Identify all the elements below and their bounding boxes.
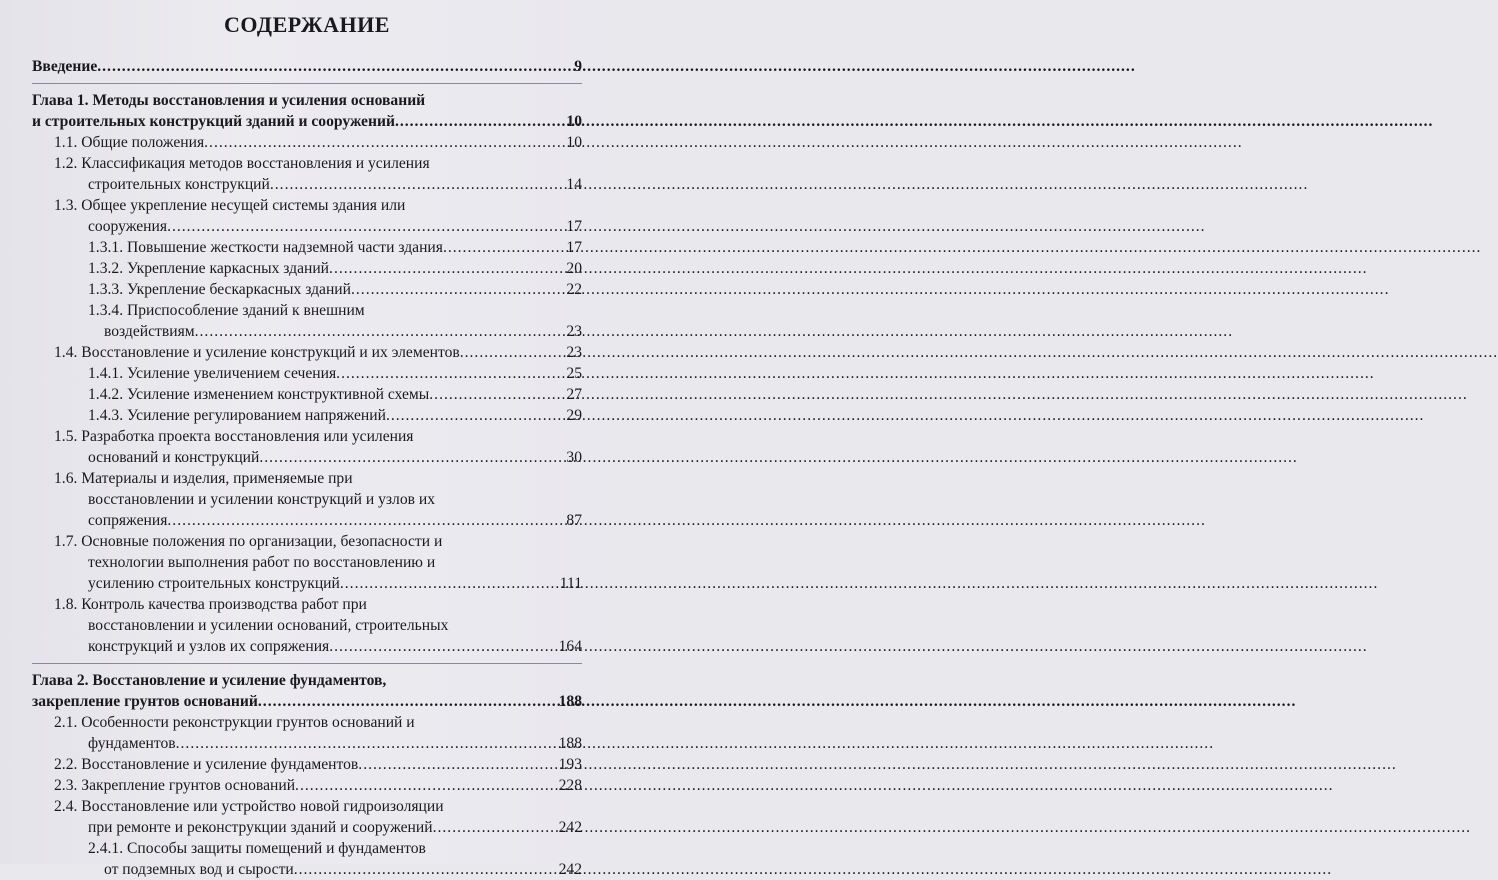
toc-entry-2-4 xyxy=(32,817,582,838)
toc-entry-1-8 xyxy=(32,636,582,657)
toc-entry-intro xyxy=(32,56,582,77)
toc-entry-label: 1.3.2. Укрепление каркасных зданий xyxy=(88,260,330,277)
dot-leader xyxy=(176,733,557,754)
toc-chapter-2 xyxy=(32,691,582,712)
toc-chapter-2-line: Глава 2. Восстановление и усиление фундаментов, xyxy=(32,672,387,689)
toc-page-number: 22 xyxy=(566,281,582,298)
dot-leader xyxy=(329,636,556,657)
dot-leader xyxy=(167,216,564,237)
toc-entry-label: 1.4. Восстановление и усиление конструкций и их элементов xyxy=(54,344,460,361)
toc-entry-label: строительных конструкций xyxy=(88,176,270,193)
toc-entry-label: 1.1. Общие положения xyxy=(54,134,205,151)
toc-page-number: 25 xyxy=(566,365,582,382)
toc-page xyxy=(0,0,608,878)
toc-chapter-1 xyxy=(32,111,582,132)
toc-entry-label: воздействиям xyxy=(104,323,195,340)
toc-entry-1-3 xyxy=(32,216,582,237)
dot-leader xyxy=(258,691,557,712)
toc-entry-1-2 xyxy=(32,174,582,195)
toc-entry-1-6-line: восстановлении и усилении конструкций и узлов их xyxy=(88,491,436,508)
toc-entry-1-4 xyxy=(32,342,582,363)
toc-entry-1-6 xyxy=(32,510,582,531)
toc-entry-1-2-line: 1.2. Классификация методов восстановления и усиления xyxy=(54,155,430,172)
dot-leader xyxy=(294,859,557,880)
toc-entry-1-3-2 xyxy=(32,258,582,279)
dot-leader xyxy=(460,342,565,363)
toc-entry-label: сооружения xyxy=(88,218,168,235)
toc-entry-1-5 xyxy=(32,447,582,468)
toc-entry-1-4-2 xyxy=(32,384,582,405)
toc-page-number: 14 xyxy=(566,176,582,193)
toc-entry-1-8-line: восстановлении и усилении оснований, строительных xyxy=(88,617,449,634)
toc-entry-label: и строительных конструкций зданий и сооружений xyxy=(32,113,395,130)
toc-entry-2-3 xyxy=(32,775,582,796)
toc-entry-label: 1.3.1. Повышение жесткости надземной части здания xyxy=(88,239,443,256)
divider xyxy=(32,663,582,664)
dot-leader xyxy=(295,775,557,796)
toc-entry-1-3-1 xyxy=(32,237,582,258)
toc-page-number: 242 xyxy=(558,861,582,878)
toc-page-number: 10 xyxy=(566,113,582,130)
toc-entry-1-3-3 xyxy=(32,279,582,300)
toc-page-number: 17 xyxy=(566,218,582,235)
toc-chapter-1-line: Глава 1. Методы восстановления и усиления оснований xyxy=(32,92,426,109)
toc-entry-1-4-3 xyxy=(32,405,582,426)
toc-page-number: 29 xyxy=(566,407,582,424)
toc-entry-1-7-line: 1.7. Основные положения по организации, безопасности и xyxy=(54,533,443,550)
dot-leader xyxy=(386,405,564,426)
toc-entry-label: оснований и конструкций xyxy=(88,449,260,466)
toc-entry-1-7 xyxy=(32,573,582,594)
dot-leader xyxy=(433,817,557,838)
toc-page-number: 242 xyxy=(558,819,582,836)
toc-entry-label: 1.4.2. Усиление изменением конструктивной схемы xyxy=(88,386,430,403)
dot-leader xyxy=(395,111,564,132)
toc-page-number: 164 xyxy=(558,638,582,655)
toc-page-number: 193 xyxy=(558,756,582,773)
toc-entry-label: Введение xyxy=(32,58,98,75)
toc-page-number: 10 xyxy=(566,134,582,151)
toc-entry-1-6-line: 1.6. Материалы и изделия, применяемые при xyxy=(54,470,353,487)
toc-entry-1-5-line: 1.5. Разработка проекта восстановления или усиления xyxy=(54,428,414,445)
toc-page-number: 87 xyxy=(566,512,582,529)
dot-leader xyxy=(329,258,564,279)
toc-entry-2-4-1 xyxy=(32,859,582,880)
toc-entry-label: 1.4.3. Усиление регулированием напряжений xyxy=(88,407,386,424)
toc-entry-2-1 xyxy=(32,733,582,754)
toc-page-number: 27 xyxy=(566,386,582,403)
toc-entry-1-7-line: технологии выполнения работ по восстановлению и xyxy=(88,554,436,571)
toc-entry-label: конструкций и узлов их сопряжения xyxy=(88,638,330,655)
toc-entry-label: фундаментов xyxy=(88,735,176,752)
dot-leader xyxy=(167,510,564,531)
toc-entry-label: сопряжения xyxy=(88,512,168,529)
toc-entry-label: при ремонте и реконструкции зданий и сооружений xyxy=(88,819,433,836)
dot-leader xyxy=(336,363,564,384)
toc-page-number: 111 xyxy=(559,575,582,592)
toc-page-number: 23 xyxy=(566,344,582,361)
toc-entry-2-4-line: 2.4. Восстановление или устройство новой гидроизоляции xyxy=(54,798,444,815)
toc-entry-1-3-line: 1.3. Общее укрепление несущей системы здания или xyxy=(54,197,406,214)
toc-entry-label: 1.4.1. Усиление увеличением сечения xyxy=(88,365,337,382)
toc-entry-2-4-1-line: 2.4.1. Способы защиты помещений и фундаментов xyxy=(88,840,426,857)
divider xyxy=(32,83,582,84)
dot-leader xyxy=(429,384,564,405)
dot-leader xyxy=(443,237,564,258)
toc-page-number: 17 xyxy=(566,239,582,256)
toc-entry-2-1-line: 2.1. Особенности реконструкции грунтов оснований и xyxy=(54,714,415,731)
toc-entry-1-8-line: 1.8. Контроль качества производства работ при xyxy=(54,596,367,613)
dot-leader xyxy=(97,56,572,77)
toc-page-number: 20 xyxy=(566,260,582,277)
toc-page-number: 188 xyxy=(558,735,582,752)
toc-entry-2-2 xyxy=(32,754,582,775)
dot-leader xyxy=(204,132,564,153)
toc-entry-1-4-1 xyxy=(32,363,582,384)
toc-page-number: 9 xyxy=(574,58,582,75)
toc-entry-label: 1.3.3. Укрепление бескаркасных зданий xyxy=(88,281,351,298)
page-title: СОДЕРЖАНИЕ xyxy=(224,12,390,37)
toc-page-number: 23 xyxy=(566,323,582,340)
dot-leader xyxy=(195,321,565,342)
toc-page-number: 30 xyxy=(566,449,582,466)
dot-leader xyxy=(358,754,556,775)
toc-entry-1-1 xyxy=(32,132,582,153)
dot-leader xyxy=(351,279,564,300)
dot-leader xyxy=(270,174,565,195)
dot-leader xyxy=(340,573,558,594)
toc-entry-label: закрепление грунтов оснований xyxy=(32,693,258,710)
dot-leader xyxy=(259,447,564,468)
toc-entry-label: усилению строительных конструкций xyxy=(88,575,340,592)
toc-page-number: 228 xyxy=(558,777,582,794)
toc-page-number: 188 xyxy=(558,693,582,710)
toc-entry-1-3-4 xyxy=(32,321,582,342)
toc-entry-label: 2.2. Восстановление и усиление фундаментов xyxy=(54,756,359,773)
toc-entry-1-3-4-line: 1.3.4. Приспособление зданий к внешним xyxy=(88,302,365,319)
toc-entry-label: 2.3. Закрепление грунтов оснований xyxy=(54,777,296,794)
toc-entry-label: от подземных вод и сырости xyxy=(104,861,294,878)
